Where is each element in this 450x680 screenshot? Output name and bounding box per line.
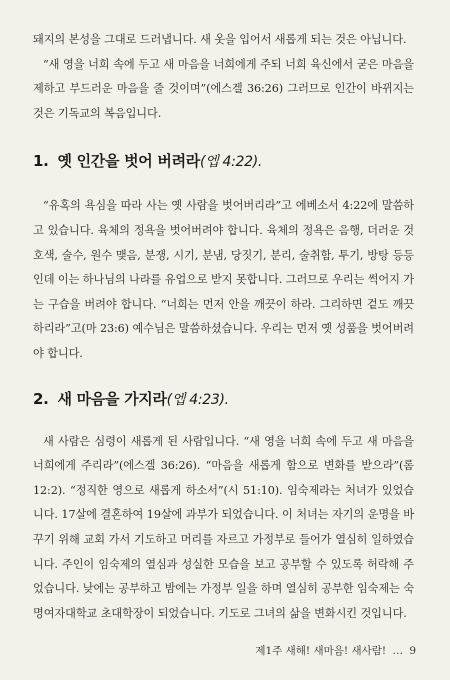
footer-separator: …: [392, 645, 403, 657]
section-1-body: “유혹의 욕심을 따라 사는 옛 사람을 벗어버리라”고 에베소서 4:22에 말씀하고 있습니다. 육체의 정욕을 벗어버려야 합니다. 육체의 정욕은 음행, 더러운 것 호색, 술수, 원수 맺음, 분쟁, 시기, 분냄, 당짓기, 분리, 술취함, 투기, 방탕 등등인데 이는 하나님의 나라를 유업으로 받지 못합니다. 그러므로 우리는 썩어지 가는 구습을 버려야 합니다. “너희는 먼저 안을 깨끗이 하라. 그리하면 겉도 깨끗하리라”고(마 23:6) 예수님은 말씀하셨습니다. 우리는 먼저 옛 성품을 벗어버려야 합니다.: [33, 199, 414, 360]
page-footer: [255, 643, 416, 658]
section-1-title: 옛 인간을 벗어 버려라: [57, 152, 200, 171]
section-1-reference: (엡 4:22).: [199, 154, 263, 171]
intro-paragraph-2: “새 영을 너희 속에 두고 새 마음을 너희에게 주되 너희 육신에서 굳은 마음을 제하고 부드러운 마음을 줄 것이며”(에스겔 36:26) 그러므로 인간이 바뀌지는 것은 기독교의 복음입니다.: [33, 57, 414, 120]
section-1-number: 1.: [33, 152, 49, 171]
section-2-heading: [33, 389, 414, 410]
section-2-number: 2.: [33, 389, 49, 408]
section-1-heading: [33, 151, 414, 172]
section-2-title: 새 마음을 가지라: [57, 389, 167, 408]
section-2-body: 새 사람은 심령이 새롭게 된 사람입니다. “새 영을 너희 속에 두고 새 마음을 너희에게 주리라”(에스겔 36:26). “마음을 새롭게 함으로 변화를 받으라”(롬 12:2). “정직한 영으로 새롭게 하소서”(시 51:10). 임숙제라는 처녀가 있었습니다. 17살에 결혼하여 19살에 과부가 되었습니다. 이 처녀는 자기의 운명을 바꾸기 위해 교회 가서 기도하고 머리를 자르고 가정부로 들어가 열심히 일하였습니다. 주인이 임숙제의 열심과 성실한 모습을 보고 공부할 수 있도록 허락해 주었습니다. 낮에는 공부하고 밤에는 가정부 일을 하며 열심히 공부한 임숙제는 숙명여자대학교 초대학장이 되었습니다. 기도로 그녀의 삶을 변화시킨 것입니다.: [33, 434, 414, 620]
footer-chapter-title: 제1주 새해! 새마음! 새사람!: [255, 645, 387, 657]
footer-page-number: 9: [409, 645, 416, 657]
intro-paragraph-1: 돼지의 본성을 그대로 드러냅니다. 새 옷을 입어서 새롭게 되는 것은 아닙니다.: [33, 33, 407, 46]
section-2-reference: (엡 4:23).: [166, 391, 229, 408]
